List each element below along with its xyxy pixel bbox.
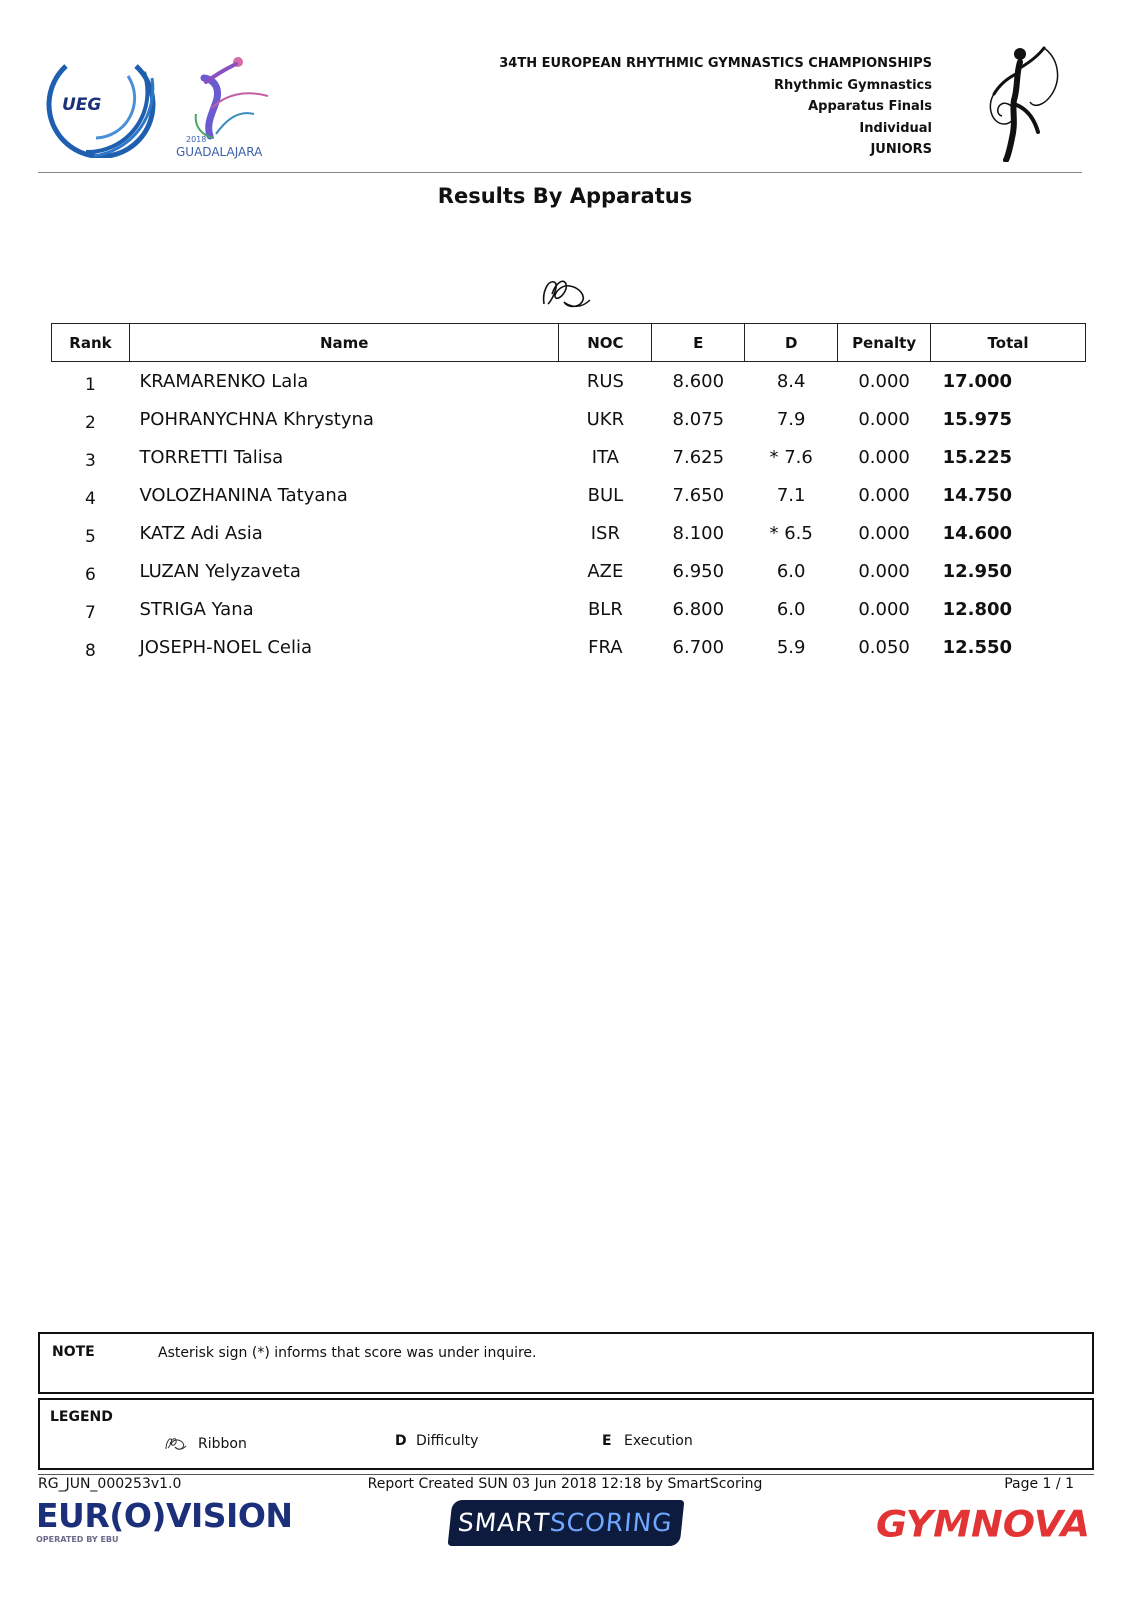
e-score-cell: 8.075 — [672, 409, 725, 430]
legend-box — [38, 1398, 1094, 1470]
header-event-info — [499, 53, 932, 161]
smartscoring-word-b: SCORING — [549, 1508, 675, 1537]
note-text: Asterisk sign (*) informs that score was under inquire. — [158, 1345, 537, 1361]
d-score-cell: * 6.5 — [769, 523, 813, 544]
total-cell: 12.950 — [942, 561, 1013, 582]
total-cell: 15.975 — [942, 409, 1013, 430]
total-cell: 12.800 — [942, 599, 1013, 620]
col-header-rank: Rank — [52, 324, 130, 362]
rank-cell: 5 — [85, 526, 96, 547]
noc-cell: BUL — [587, 485, 624, 506]
table-row — [52, 628, 1086, 666]
smartscoring-logo — [448, 1500, 685, 1546]
name-cell: JOSEPH-NOEL Celia — [139, 637, 313, 658]
note-box — [38, 1332, 1094, 1394]
table-row — [52, 552, 1086, 590]
name-cell: KRAMARENKO Lala — [139, 371, 309, 393]
d-score-cell: 5.9 — [776, 637, 806, 658]
penalty-cell: 0.000 — [858, 485, 910, 506]
name-cell: STRIGA Yana — [139, 599, 254, 620]
name-cell: KATZ Adi Asia — [139, 523, 263, 544]
rank-cell: 2 — [85, 412, 96, 433]
header-divider — [38, 172, 1082, 173]
footer-divider — [38, 1474, 1094, 1475]
total-cell: 12.550 — [942, 637, 1013, 658]
legend-e-code: E — [602, 1433, 612, 1449]
e-score-cell: 6.700 — [672, 637, 725, 658]
legend-d-code: D — [395, 1433, 407, 1449]
col-header-d: D — [745, 324, 838, 362]
e-score-cell: 7.625 — [672, 447, 725, 468]
host-logo-year: 2018 — [186, 135, 207, 144]
report-created: Report Created SUN 03 Jun 2018 12:18 by SmartScoring — [367, 1476, 763, 1492]
total-cell: 14.750 — [942, 485, 1013, 506]
penalty-cell: 0.000 — [858, 371, 910, 393]
smartscoring-word-a: SMART — [456, 1508, 553, 1537]
noc-cell: BLR — [587, 599, 623, 620]
col-header-penalty: Penalty — [838, 324, 931, 362]
eurovision-logo — [36, 1498, 293, 1544]
note-label: NOTE — [52, 1344, 95, 1360]
col-header-total: Total — [931, 324, 1086, 362]
col-header-noc: NOC — [559, 324, 652, 362]
legend-label: LEGEND — [50, 1409, 113, 1425]
category: JUNIORS — [870, 142, 932, 157]
phase: Apparatus Finals — [808, 99, 932, 114]
noc-cell: ISR — [590, 523, 620, 544]
name-cell: TORRETTI Talisa — [139, 447, 284, 468]
ueg-logo-text: UEG — [62, 95, 102, 115]
legend-ribbon-text: Ribbon — [198, 1436, 247, 1452]
noc-cell: UKR — [586, 409, 625, 430]
table-row — [52, 438, 1086, 476]
event-type: Individual — [859, 120, 932, 136]
page-number: Page 1 / 1 — [1004, 1476, 1074, 1492]
total-cell: 17.000 — [942, 371, 1013, 393]
legend-e-text: Execution — [624, 1433, 693, 1449]
name-cell: POHRANYCHNA Khrystyna — [139, 409, 374, 430]
penalty-cell: 0.050 — [858, 637, 910, 658]
table-row — [52, 514, 1086, 552]
penalty-cell: 0.000 — [858, 561, 910, 582]
rank-cell: 8 — [85, 640, 96, 661]
host-logo-city: GUADALAJARA — [176, 145, 263, 159]
e-score-cell: 8.600 — [672, 371, 725, 393]
noc-cell: ITA — [591, 447, 619, 468]
rank-cell: 3 — [85, 450, 96, 471]
total-cell: 15.225 — [942, 447, 1013, 468]
d-score-cell: 7.1 — [776, 485, 806, 506]
d-score-cell: 6.0 — [776, 599, 806, 620]
name-cell: VOLOZHANINA Tatyana — [139, 485, 348, 506]
gymnast-silhouette-logo — [986, 44, 1064, 162]
table-row — [52, 400, 1086, 438]
penalty-cell: 0.000 — [858, 447, 910, 468]
rank-cell: 7 — [85, 602, 96, 623]
table-row — [52, 476, 1086, 514]
noc-cell: RUS — [586, 371, 624, 393]
ribbon-icon — [164, 1435, 188, 1453]
eurovision-wordmark: EUR(O)VISION — [36, 1496, 293, 1535]
noc-cell: FRA — [588, 637, 623, 658]
noc-cell: AZE — [587, 561, 624, 582]
rank-cell: 6 — [85, 564, 96, 585]
e-score-cell: 8.100 — [672, 523, 725, 544]
page-title: Results By Apparatus — [437, 184, 693, 208]
e-score-cell: 6.800 — [672, 599, 725, 620]
ribbon-icon — [538, 274, 594, 314]
penalty-cell: 0.000 — [858, 599, 910, 620]
d-score-cell: 8.4 — [776, 371, 806, 393]
penalty-cell: 0.000 — [858, 409, 910, 430]
championship-name: 34TH EUROPEAN RHYTHMIC GYMNASTICS CHAMPIONSHIPS — [499, 56, 932, 71]
name-cell: LUZAN Yelyzaveta — [139, 561, 301, 582]
table-row — [52, 590, 1086, 628]
col-header-name: Name — [129, 324, 559, 362]
rank-cell: 1 — [85, 374, 96, 395]
report-code: RG_JUN_000253v1.0 — [38, 1476, 182, 1492]
total-cell: 14.600 — [942, 523, 1013, 544]
table-header-row — [52, 324, 1086, 362]
ueg-logo — [36, 46, 166, 158]
legend-d-text: Difficulty — [416, 1433, 479, 1449]
col-header-e: E — [652, 324, 745, 362]
e-score-cell: 6.950 — [672, 561, 725, 582]
guadalajara-2018-logo — [176, 50, 276, 162]
rank-cell: 4 — [85, 488, 96, 509]
table-row — [52, 362, 1086, 400]
d-score-cell: 6.0 — [776, 561, 806, 582]
d-score-cell: 7.9 — [776, 409, 806, 430]
gymnova-logo: GYMNOVA — [876, 1503, 1090, 1545]
results-table — [51, 323, 1086, 666]
discipline: Rhythmic Gymnastics — [773, 77, 932, 93]
e-score-cell: 7.650 — [672, 485, 725, 506]
penalty-cell: 0.000 — [858, 523, 910, 544]
eurovision-subtitle: OPERATED BY EBU — [36, 1535, 119, 1544]
d-score-cell: * 7.6 — [769, 447, 813, 468]
